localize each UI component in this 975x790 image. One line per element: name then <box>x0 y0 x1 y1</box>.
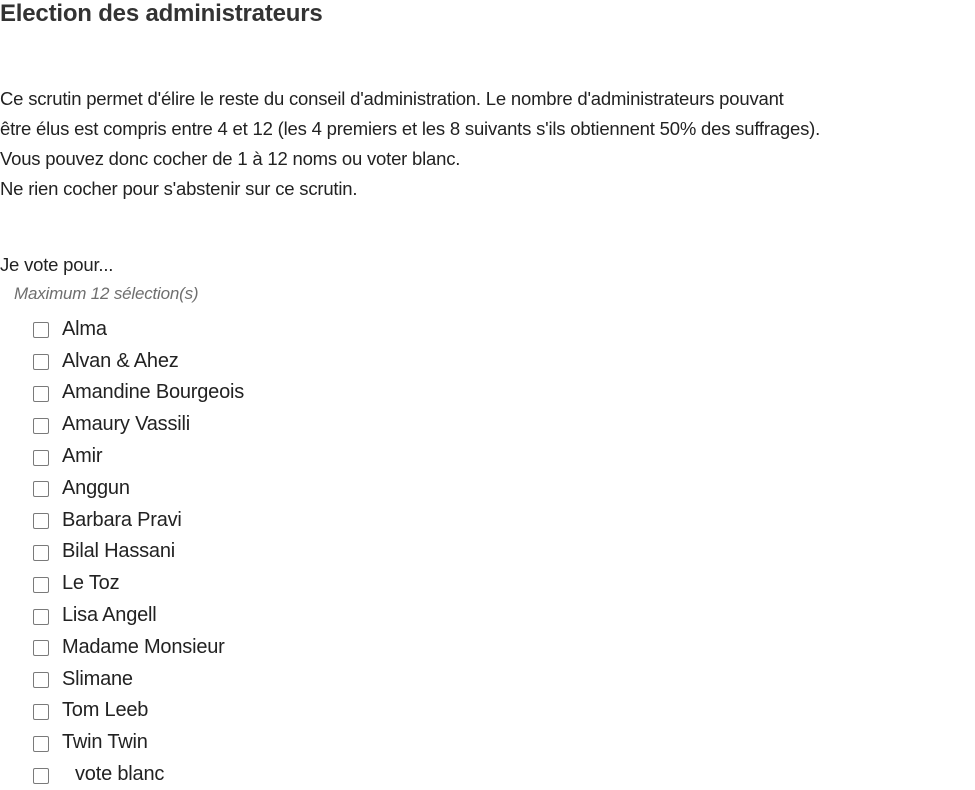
candidate-option-twin-twin[interactable] <box>30 726 244 758</box>
option-label: Le Toz <box>62 572 120 595</box>
candidate-option-lisa-angell[interactable] <box>30 599 244 631</box>
ballot-description <box>0 84 975 204</box>
option-label: Anggun <box>62 476 130 499</box>
question-label: Je vote pour... <box>0 254 114 275</box>
description-line: être élus est compris entre 4 et 12 (les 4 premiers et les 8 suivants s'ils obtiennent 50% des suffrages). <box>0 118 821 139</box>
checkbox[interactable] <box>33 609 49 625</box>
checkbox[interactable] <box>33 450 49 466</box>
checkbox[interactable] <box>33 640 49 656</box>
candidate-option-barbara-pravi[interactable] <box>30 504 244 536</box>
checkbox[interactable] <box>33 704 49 720</box>
checkbox[interactable] <box>33 386 49 402</box>
candidate-option-tom-leeb[interactable] <box>30 695 244 727</box>
option-label: Twin Twin <box>62 731 148 754</box>
candidate-option-alvan-ahez[interactable] <box>30 345 244 377</box>
option-label: Madame Monsieur <box>62 635 225 658</box>
checkbox[interactable] <box>33 672 49 688</box>
candidate-option-amandine-bourgeois[interactable] <box>30 377 244 409</box>
candidate-option-slimane[interactable] <box>30 663 244 695</box>
candidate-option-madame-monsieur[interactable] <box>30 631 244 663</box>
blank-vote-option[interactable] <box>30 758 244 790</box>
candidate-option-le-toz[interactable] <box>30 567 244 599</box>
option-label: Amandine Bourgeois <box>62 381 245 404</box>
page-title: Election des administrateurs <box>0 0 323 27</box>
option-label: Alma <box>62 317 107 340</box>
option-label: Slimane <box>62 667 133 690</box>
description-line: Ne rien cocher pour s'abstenir sur ce scrutin. <box>0 178 358 199</box>
checkbox[interactable] <box>33 322 49 338</box>
checkbox[interactable] <box>33 418 49 434</box>
option-label: Lisa Angell <box>62 604 157 627</box>
description-line: Ce scrutin permet d'élire le reste du conseil d'administration. Le nombre d'administrateurs pouvant <box>0 88 784 109</box>
option-label: Amaury Vassili <box>62 413 190 436</box>
option-label: Tom Leeb <box>62 699 149 722</box>
candidate-option-amaury-vassili[interactable] <box>30 408 244 440</box>
description-line: Vous pouvez donc cocher de 1 à 12 noms ou voter blanc. <box>0 148 461 169</box>
candidate-option-anggun[interactable] <box>30 472 244 504</box>
checkbox[interactable] <box>33 545 49 561</box>
option-label: vote blanc <box>75 763 165 786</box>
candidate-option-bilal-hassani[interactable] <box>30 536 244 568</box>
checkbox[interactable] <box>33 577 49 593</box>
checkbox[interactable] <box>33 481 49 497</box>
selection-limit-hint: Maximum 12 sélection(s) <box>14 284 199 303</box>
candidate-options-list <box>30 313 244 790</box>
candidate-option-alma[interactable] <box>30 313 244 345</box>
checkbox[interactable] <box>33 768 49 784</box>
candidate-option-amir[interactable] <box>30 440 244 472</box>
checkbox[interactable] <box>33 736 49 752</box>
checkbox[interactable] <box>33 513 49 529</box>
option-label: Alvan & Ahez <box>62 349 179 372</box>
option-label: Bilal Hassani <box>62 540 176 563</box>
option-label: Barbara Pravi <box>62 508 182 531</box>
option-label: Amir <box>62 445 103 468</box>
checkbox[interactable] <box>33 354 49 370</box>
